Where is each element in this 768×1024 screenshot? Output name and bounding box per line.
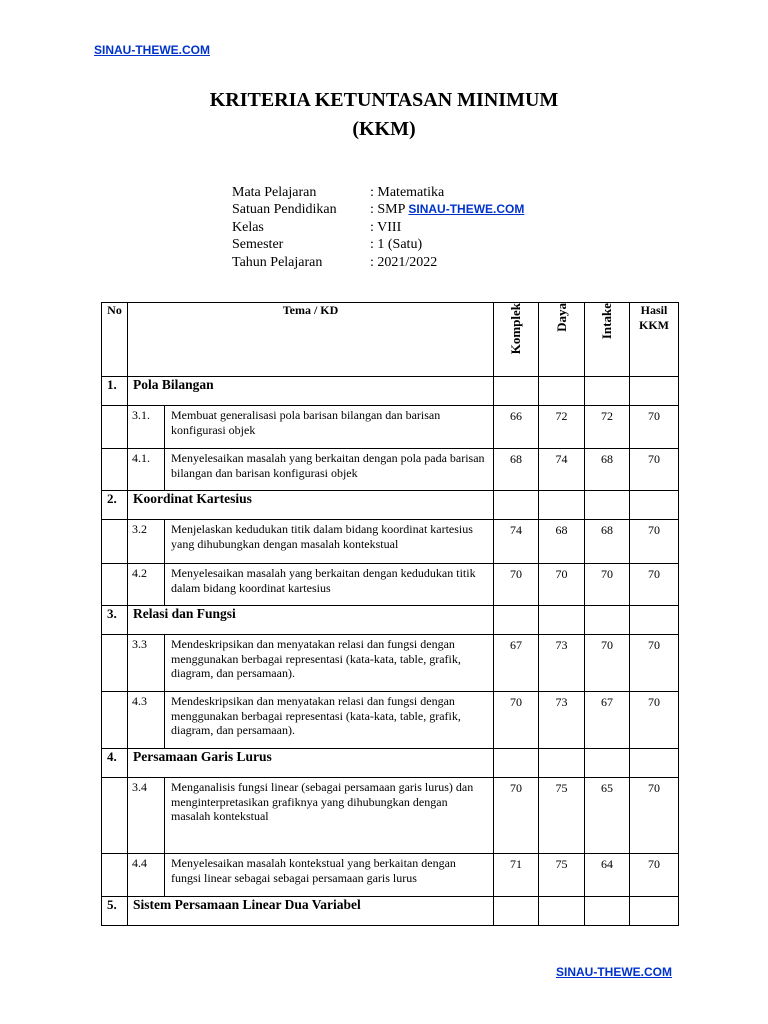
- daya-value: 72: [539, 406, 585, 449]
- daya-value: 73: [539, 635, 585, 692]
- kd-number: 4.4: [128, 854, 165, 897]
- document-title: KRITERIA KETUNTASAN MINIMUM: [209, 89, 559, 111]
- empty-cell: [494, 897, 539, 926]
- empty-cell: [539, 377, 585, 406]
- empty-cell: [630, 897, 679, 926]
- info-value: : 2021/2022: [370, 254, 438, 270]
- info-value: : SMP: [370, 202, 409, 218]
- daya-value: 70: [539, 564, 585, 606]
- daya-value: 68: [539, 520, 585, 564]
- empty-cell: [585, 749, 630, 778]
- section-row: [102, 749, 679, 778]
- info-value: : 1 (Satu): [370, 237, 423, 253]
- kd-number: 4.3: [128, 692, 165, 749]
- header-daya: [539, 303, 585, 377]
- indent-cell: [102, 635, 128, 692]
- intake-value: 68: [585, 449, 630, 491]
- kd-row: [102, 406, 679, 449]
- intake-value: 67: [585, 692, 630, 749]
- empty-cell: [585, 377, 630, 406]
- komplek-value: 70: [494, 778, 539, 854]
- indent-cell: [102, 406, 128, 449]
- indent-cell: [102, 692, 128, 749]
- daya-value: 74: [539, 449, 585, 491]
- info-row-class: [232, 219, 524, 236]
- kkm-table: [101, 302, 679, 926]
- section-row: [102, 491, 679, 520]
- info-label: Semester: [232, 237, 284, 253]
- section-title: Relasi dan Fungsi: [128, 606, 494, 635]
- komplek-value: 68: [494, 449, 539, 491]
- hasil-kkm-value: 70: [630, 564, 679, 606]
- header-komplek: [494, 303, 539, 377]
- kd-row: [102, 854, 679, 897]
- kd-description: Menyelesaikan masalah kontekstual yang berkaitan dengan fungsi linear sebagai sebagai persamaan garis lurus: [165, 854, 494, 897]
- info-value: : VIII: [370, 219, 402, 235]
- section-title: Sistem Persamaan Linear Dua Variabel: [128, 897, 494, 926]
- komplek-value: 71: [494, 854, 539, 897]
- info-row-school: [232, 201, 524, 218]
- section-title: Koordinat Kartesius: [128, 491, 494, 520]
- info-row-year: [232, 254, 524, 271]
- info-row-semester: [232, 236, 524, 253]
- kd-description: Membuat generalisasi pola barisan bilangan dan barisan konfigurasi objek: [165, 406, 494, 449]
- kd-row: [102, 449, 679, 491]
- section-row: [102, 377, 679, 406]
- indent-cell: [102, 564, 128, 606]
- hasil-kkm-value: 70: [630, 635, 679, 692]
- hasil-kkm-value: 70: [630, 449, 679, 491]
- info-label: Mata Pelajaran: [232, 185, 317, 200]
- empty-cell: [494, 606, 539, 635]
- header-tema-kd: Tema / KD: [128, 303, 494, 377]
- kd-row: [102, 778, 679, 854]
- info-label: Tahun Pelajaran: [232, 254, 323, 270]
- indent-cell: [102, 520, 128, 564]
- kd-row: [102, 635, 679, 692]
- kd-number: 3.2: [128, 520, 165, 564]
- kd-description: Menyelesaikan masalah yang berkaitan dengan kedudukan titik dalam bidang koordinat kartesius: [165, 564, 494, 606]
- empty-cell: [585, 491, 630, 520]
- section-number: 5.: [102, 897, 128, 926]
- empty-cell: [494, 377, 539, 406]
- info-row-subject: [232, 184, 524, 201]
- section-row: [102, 897, 679, 926]
- section-number: 3.: [102, 606, 128, 635]
- header-daya-label: Daya: [553, 303, 569, 332]
- kd-number: 3.1.: [128, 406, 165, 449]
- intake-value: 70: [585, 635, 630, 692]
- empty-cell: [630, 749, 679, 778]
- hasil-kkm-value: 70: [630, 854, 679, 897]
- empty-cell: [630, 377, 679, 406]
- indent-cell: [102, 778, 128, 854]
- kd-number: 4.2: [128, 564, 165, 606]
- header-intake-label: Intake: [599, 303, 614, 340]
- komplek-value: 70: [494, 692, 539, 749]
- kd-row: [102, 520, 679, 564]
- header-komplek-label: Komplek: [508, 303, 523, 355]
- empty-cell: [539, 897, 585, 926]
- info-label: Satuan Pendidikan: [232, 202, 337, 218]
- empty-cell: [539, 606, 585, 635]
- intake-value: 64: [585, 854, 630, 897]
- daya-value: 73: [539, 692, 585, 749]
- empty-cell: [630, 491, 679, 520]
- table-header-row: [102, 303, 679, 377]
- empty-cell: [630, 606, 679, 635]
- komplek-value: 74: [494, 520, 539, 564]
- empty-cell: [539, 491, 585, 520]
- header-hasil-line2: KKM: [639, 318, 669, 332]
- indent-cell: [102, 449, 128, 491]
- kd-number: 3.3: [128, 635, 165, 692]
- site-link-top[interactable]: SINAU-THEWE.COM: [94, 43, 210, 57]
- empty-cell: [494, 749, 539, 778]
- document-subtitle: (KKM): [352, 118, 416, 140]
- section-title: Persamaan Garis Lurus: [128, 749, 494, 778]
- section-row: [102, 606, 679, 635]
- header-no: No: [102, 303, 128, 377]
- daya-value: 75: [539, 854, 585, 897]
- indent-cell: [102, 854, 128, 897]
- komplek-value: 67: [494, 635, 539, 692]
- section-number: 1.: [102, 377, 128, 406]
- hasil-kkm-value: 70: [630, 778, 679, 854]
- header-hasil-line1: Hasil: [640, 303, 668, 317]
- empty-cell: [494, 491, 539, 520]
- section-number: 4.: [102, 749, 128, 778]
- kd-number: 4.1.: [128, 449, 165, 491]
- intake-value: 72: [585, 406, 630, 449]
- kd-description: Mendeskripsikan dan menyatakan relasi dan fungsi dengan menggunakan berbagai representasi (kata-kata, table, grafik, diagram, dan persamaan).: [165, 692, 494, 749]
- hasil-kkm-value: 70: [630, 520, 679, 564]
- komplek-value: 66: [494, 406, 539, 449]
- daya-value: 75: [539, 778, 585, 854]
- school-link[interactable]: SINAU-THEWE.COM: [408, 202, 525, 217]
- info-value: : Matematika: [370, 185, 445, 200]
- empty-cell: [539, 749, 585, 778]
- kd-row: [102, 692, 679, 749]
- hasil-kkm-value: 70: [630, 692, 679, 749]
- komplek-value: 70: [494, 564, 539, 606]
- intake-value: 68: [585, 520, 630, 564]
- header-hasil-kkm: [630, 303, 679, 377]
- kd-description: Menjelaskan kedudukan titik dalam bidang koordinat kartesius yang dihubungkan dengan masalah kontekstual: [165, 520, 494, 564]
- kd-description: Menganalisis fungsi linear (sebagai persamaan garis lurus) dan menginterpretasikan grafiknya yang dihubungkan dengan masalah kontekstual: [165, 778, 494, 854]
- kd-description: Mendeskripsikan dan menyatakan relasi dan fungsi dengan menggunakan berbagai representasi (kata-kata, table, grafik, diagram, dan persamaan).: [165, 635, 494, 692]
- section-number: 2.: [102, 491, 128, 520]
- hasil-kkm-value: 70: [630, 406, 679, 449]
- info-block: [232, 184, 524, 271]
- empty-cell: [585, 606, 630, 635]
- intake-value: 65: [585, 778, 630, 854]
- info-label: Kelas: [232, 219, 264, 235]
- kd-number: 3.4: [128, 778, 165, 854]
- empty-cell: [585, 897, 630, 926]
- kd-row: [102, 564, 679, 606]
- intake-value: 70: [585, 564, 630, 606]
- section-title: Pola Bilangan: [128, 377, 494, 406]
- site-link-bottom[interactable]: SINAU-THEWE.COM: [556, 965, 672, 979]
- kd-description: Menyelesaikan masalah yang berkaitan dengan pola pada barisan bilangan dan barisan konfigurasi objek: [165, 449, 494, 491]
- header-intake: [585, 303, 630, 377]
